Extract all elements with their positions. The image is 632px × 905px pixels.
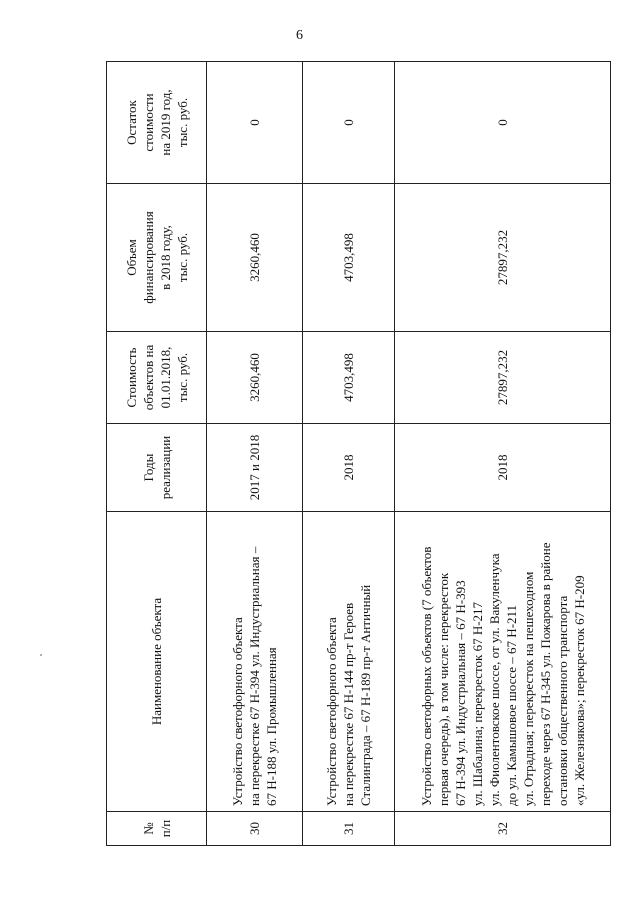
cell-financing: 27897,232 (395, 184, 611, 332)
cell-cost: 3260,460 (207, 332, 303, 424)
header-cost: Стоимость объектов на 01.01.2018, тыс. руб. (107, 332, 207, 424)
header-years: Годы реализации (107, 424, 207, 512)
cell-cost: 27897,232 (395, 332, 611, 424)
cell-name: Устройство светофорных объектов (7 объектов первая очередь), в том числе: перекресток 67 Н-394 ул. Индустриальная – 67 Н-393 ул. Шабалина; перекресток 67 Н-217 ул. Фиолентовское шоссе, от ул. Вакуленчука до ул. Камышовое шоссе – 67 Н-211 ул. Отрадная; перекресток на пешеходном переходе через 67 Н-345 ул. Пожарова в районе остановки общественного транспорта «ул. Железнякова»; перекресток 67 Н-209 (395, 512, 611, 812)
header-remainder: Остаток стоимости на 2019 год, тыс. руб. (107, 62, 207, 184)
page-number: 6 (296, 28, 303, 43)
cell-financing: 4703,498 (303, 184, 395, 332)
table-row (303, 62, 395, 846)
cell-remainder: 0 (303, 62, 395, 184)
cell-name: Устройство светофорного объекта на перекрестке 67 Н-394 ул. Индустриальная – 67 Н-188 ул. Промышленная (207, 512, 303, 812)
header-num: № п/п (107, 812, 207, 846)
cell-num: 32 (395, 812, 611, 846)
cell-years: 2018 (395, 424, 611, 512)
cell-cost: 4703,498 (303, 332, 395, 424)
cell-remainder: 0 (395, 62, 611, 184)
cell-years: 2018 (303, 424, 395, 512)
scan-speck (40, 654, 42, 656)
cell-num: 30 (207, 812, 303, 846)
cell-num: 31 (303, 812, 395, 846)
cell-remainder: 0 (207, 62, 303, 184)
header-name: Наименование объекта (107, 512, 207, 812)
cell-name: Устройство светофорного объекта на перекрестке 67 Н-144 пр-т Героев Сталинграда – 67 Н-189 пр-т Античный (303, 512, 395, 812)
rotated-table-frame (106, 62, 610, 846)
cell-financing: 3260,460 (207, 184, 303, 332)
cell-years: 2017 и 2018 (207, 424, 303, 512)
header-financing: Объем финансирования в 2018 году, тыс. руб. (107, 184, 207, 332)
table-container (106, 62, 610, 846)
objects-table (106, 61, 611, 846)
table-header-row (107, 62, 207, 846)
table-row (395, 62, 611, 846)
table-row (207, 62, 303, 846)
